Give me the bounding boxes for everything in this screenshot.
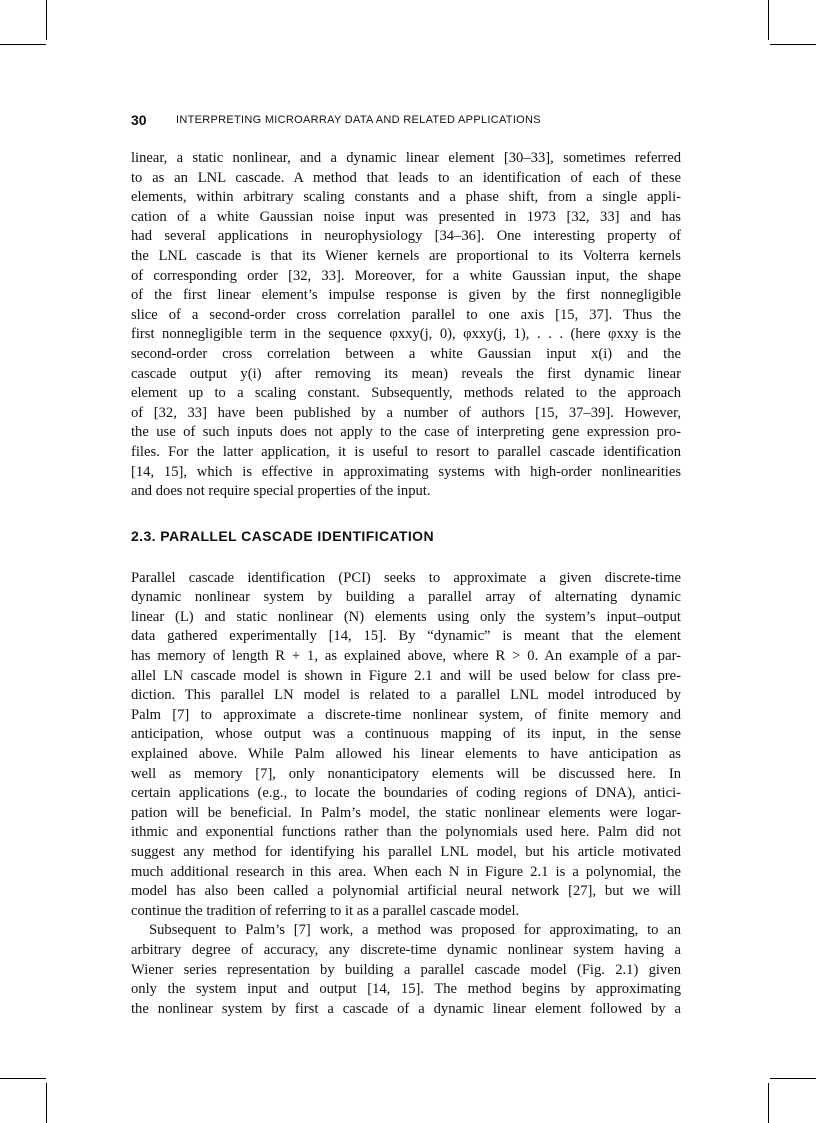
crop-mark — [0, 1078, 46, 1079]
text-line: and does not require special properties of the input. — [131, 483, 431, 500]
text-line: cascade output y(i) after removing its mean) reveals the first dynamic linear — [131, 365, 681, 382]
text-line: the nonlinear system by first a cascade of a dynamic linear element followed by a — [131, 1000, 681, 1017]
crop-mark — [0, 44, 46, 45]
text-line: diction. This parallel LN model is related to a parallel LNL model introduced by — [131, 687, 681, 704]
paragraph-1 — [131, 149, 681, 502]
text-line: first nonnegligible term in the sequence φxxy(j, 0), φxxy(j, 1), . . . (here φxxy is the — [131, 326, 681, 343]
text-line: of [32, 33] have been published by a number of authors [15, 37–39]. However, — [131, 404, 681, 421]
text-line: the LNL cascade is that its Wiener kernels are proportional to its Volterra kernels — [131, 247, 681, 264]
text-line: anticipation, whose output was a continuous mapping of its input, in the sense — [131, 726, 681, 743]
text-line: well as memory [7], only nonanticipatory elements will be discussed here. In — [131, 765, 681, 782]
text-line: files. For the latter application, it is useful to resort to parallel cascade identification — [131, 443, 681, 460]
crop-mark — [768, 1083, 769, 1123]
running-title: INTERPRETING MICROARRAY DATA AND RELATED APPLICATIONS — [176, 114, 541, 126]
text-line: suggest any method for identifying his parallel LNL model, but his article motivated — [131, 844, 681, 860]
text-line: dynamic nonlinear system by building a parallel array of alternating dynamic — [131, 589, 681, 606]
text-line: data gathered experimentally [14, 15]. By “dynamic” is meant that the element — [131, 628, 681, 645]
text-line: to as an LNL cascade. A method that leads to an identification of each of these — [131, 169, 681, 186]
page-number: 30 — [131, 112, 147, 128]
text-line: [14, 15], which is effective in approximating systems with high-order nonlinearities — [131, 463, 681, 480]
text-line: element up to a scaling constant. Subsequently, methods related to the approach — [131, 385, 681, 402]
text-line: the use of such inputs does not apply to the case of interpreting gene expression pro- — [131, 424, 681, 441]
text-line: continue the tradition of referring to it as a parallel cascade model. — [131, 902, 520, 919]
paragraph-2 — [131, 569, 681, 922]
text-line: arbitrary degree of accuracy, any discrete-time dynamic nonlinear system having a — [131, 941, 681, 958]
crop-mark — [46, 0, 47, 40]
text-line: Subsequent to Palm’s [7] work, a method was proposed for approximating, to an — [149, 922, 681, 939]
text-line: slice of a second-order cross correlation parallel to one axis [15, 37]. Thus the — [131, 306, 681, 323]
text-line: Parallel cascade identification (PCI) seeks to approximate a given discrete-time — [131, 569, 681, 586]
crop-mark — [770, 1078, 816, 1079]
text-line: only the system input and output [14, 15]. The method begins by approximating — [131, 981, 681, 998]
text-line: elements, within arbitrary scaling constants and a phase shift, from a single appli- — [131, 189, 681, 206]
text-line: has memory of length R + 1, as explained above, where R > 0. An example of a par- — [131, 648, 681, 665]
crop-mark — [770, 44, 816, 45]
text-line: linear (L) and static nonlinear (N) elements using only the system’s input–output — [131, 608, 681, 625]
text-line: had several applications in neurophysiology [34–36]. One interesting property of — [131, 228, 681, 245]
section-heading: 2.3. PARALLEL CASCADE IDENTIFICATION — [131, 527, 434, 544]
text-line: cation of a white Gaussian noise input was presented in 1973 [32, 33] and has — [131, 208, 681, 225]
body-text — [131, 149, 681, 1019]
text-line: ithmic and exponential functions rather than the polynomials used here. Palm did not — [131, 824, 681, 841]
paragraph-3 — [131, 921, 681, 1019]
crop-mark — [768, 0, 769, 40]
crop-mark — [46, 1083, 47, 1123]
text-line: of corresponding order [32, 33]. Moreover, for a white Gaussian input, the shape — [131, 267, 681, 284]
text-line: of the first linear element’s impulse response is given by the first nonnegligible — [131, 287, 681, 304]
text-line: second-order cross correlation between a white Gaussian input x(i) and the — [131, 345, 681, 362]
text-line: much additional research in this area. When each N in Figure 2.1 is a polynomial, the — [131, 863, 681, 880]
text-line: certain applications (e.g., to locate the boundaries of coding regions of DNA), antici- — [131, 785, 681, 802]
text-line: allel LN cascade model is shown in Figure 2.1 and will be used below for class pre- — [131, 667, 681, 684]
text-line: model has also been called a polynomial artificial neural network [27], but we will — [131, 883, 681, 900]
text-line: Palm [7] to approximate a discrete-time nonlinear system, of finite memory and — [131, 706, 681, 723]
running-header — [131, 112, 691, 132]
text-line: Wiener series representation by building a parallel cascade model (Fig. 2.1) given — [131, 961, 681, 978]
text-line: pation will be beneficial. In Palm’s model, the static nonlinear elements were logar- — [131, 804, 681, 821]
text-line: linear, a static nonlinear, and a dynamic linear element [30–33], sometimes referred — [131, 150, 681, 166]
text-line: explained above. While Palm allowed his linear elements to have anticipation as — [131, 746, 681, 763]
